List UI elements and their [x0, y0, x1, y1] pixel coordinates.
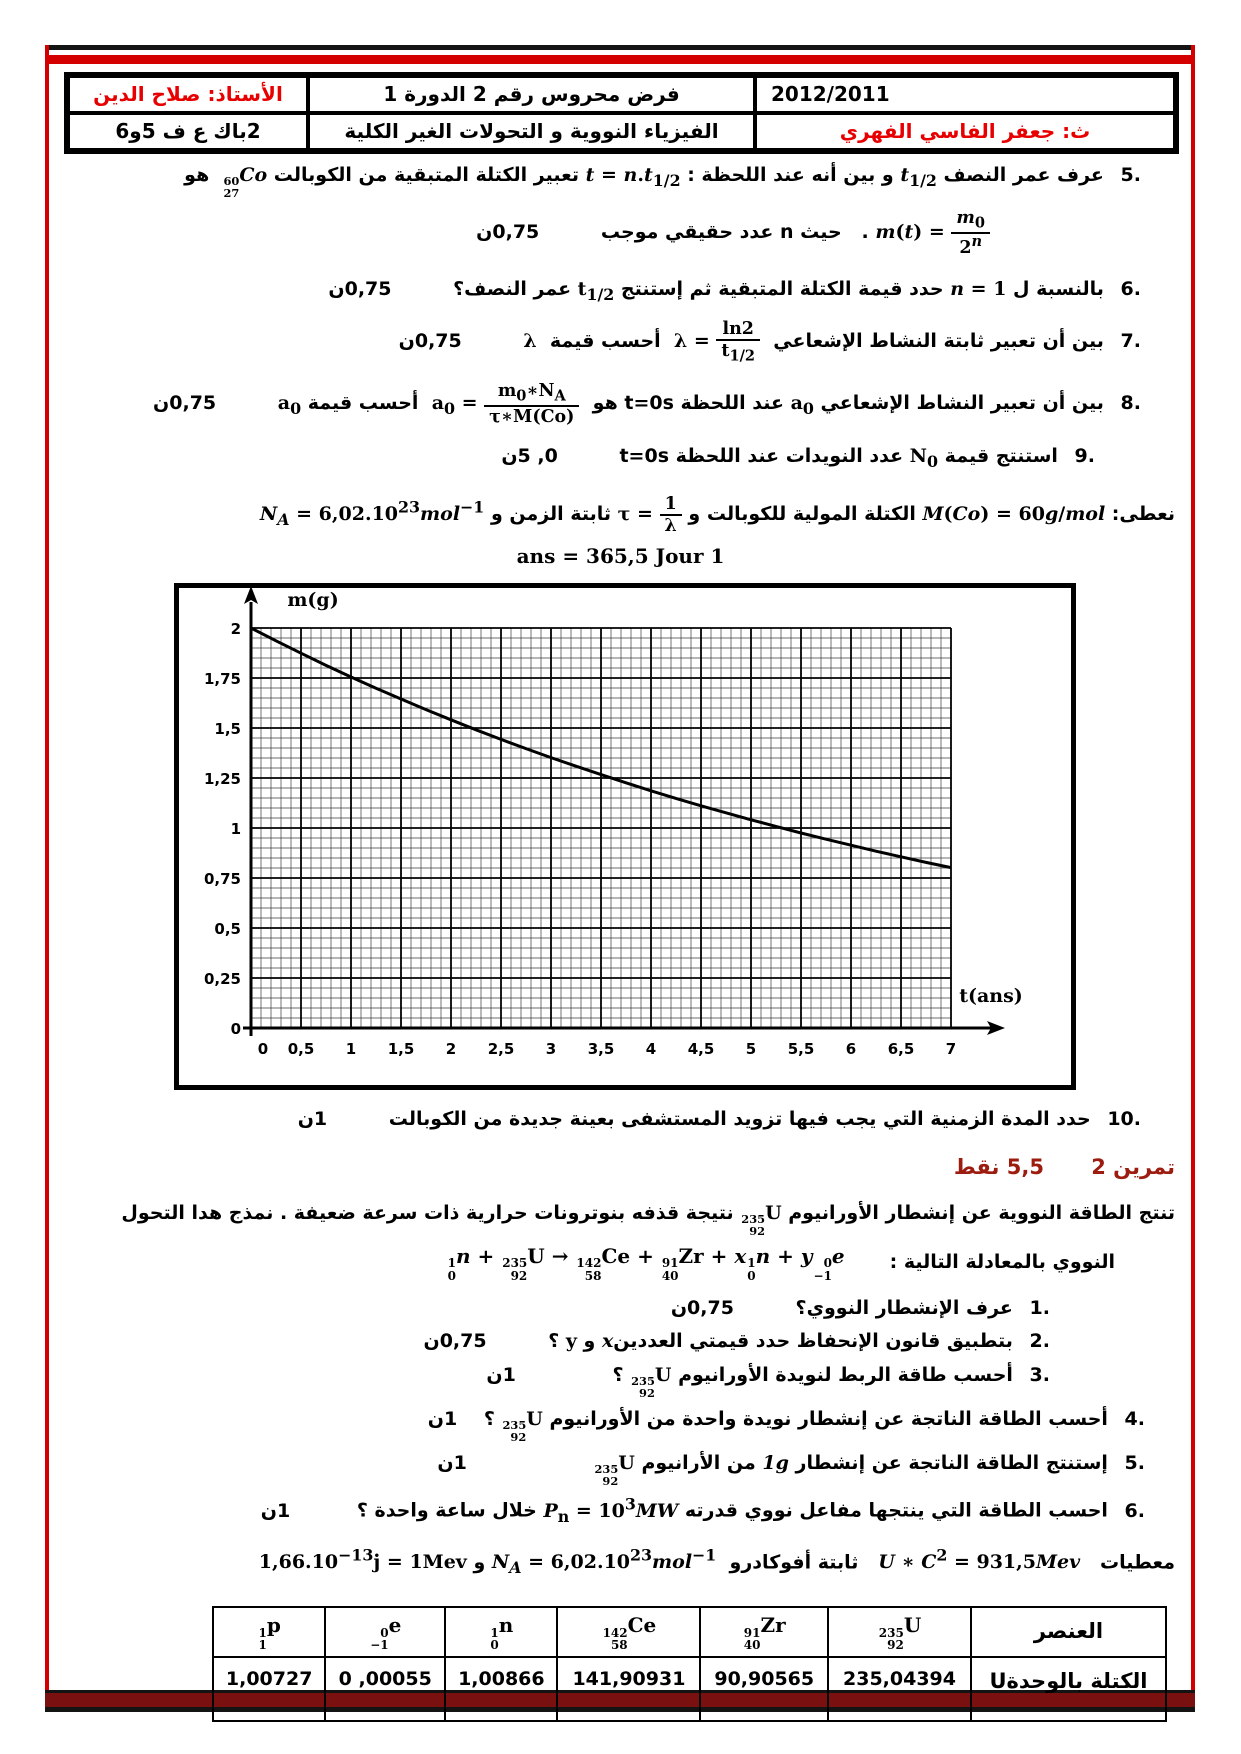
ex2-question-6-number: 6.: [1124, 1499, 1145, 1522]
ex2-question-6-points: 1ن: [260, 1499, 291, 1522]
masses-table-values-row: [213, 1657, 1166, 1721]
y-tick-label: 0,75: [203, 870, 241, 889]
ex2-question-2-text: بتطبيق قانون الإنحفاظ حدد قيمتي العددينx و y ؟: [548, 1330, 1013, 1353]
frame-right-red-line: [1191, 45, 1195, 1712]
nuclide-e-header: 0 −1 e: [325, 1607, 445, 1657]
question-5-points: 0,75ن: [476, 220, 540, 243]
header-table: [64, 72, 1179, 154]
teacher-name: الأستاذ: صلاح الدين: [68, 76, 308, 113]
class-level: 2باك ع ف 5و6: [68, 113, 308, 150]
y-tick-label: 2: [230, 620, 241, 639]
decay-graph-box: [174, 583, 1076, 1090]
nuclide-U235-header: 235 92 U: [828, 1607, 971, 1657]
exercise-2-intro: تنتج الطاقة النووية عن إنشطار الأورانيوم 235 92 U نتيجة قذفه بنوترونات حرارية ذات سرعة ضعيفة . نمذج هدا التحول: [121, 1202, 1175, 1239]
mass-Zr91: 90,90565: [700, 1657, 828, 1721]
y-tick-label: 0: [230, 1020, 241, 1039]
question-8-number: 8.: [1120, 392, 1141, 415]
x-tick-label: 5: [745, 1040, 757, 1059]
decay-graph-container: [174, 583, 1076, 1090]
ex2-question-4-text: أحسب الطاقة الناتجة عن إنشطار نويدة واحدة من الأورانيوم 235 92 U ؟: [483, 1407, 1108, 1444]
x-tick-label: 2,5: [487, 1040, 515, 1059]
school-year: 2012/2011: [755, 76, 1175, 113]
ex2-question-2-points: 0,75ن: [423, 1330, 487, 1353]
x-tick-label: 6,5: [887, 1040, 915, 1059]
question-7: [66, 319, 1175, 365]
y-tick-label: 0,25: [203, 970, 241, 989]
question-9-text: استنتج قيمة $N_0$ عدد النويدات عند اللحظة t=0s: [619, 445, 1058, 472]
x-tick-label: 0: [257, 1040, 269, 1059]
x-tick-label: 0,5: [287, 1040, 315, 1059]
mass-row-label: الكتلة بالوحدةU: [971, 1657, 1166, 1721]
ex2-question-4-number: 4.: [1124, 1407, 1145, 1430]
fission-equation: 1 0 n + 235 92 U → 142 58 Ce + 91 40 Zr + x 1 0 n + y 0 −1 e: [447, 1244, 845, 1284]
ex2-question-4: [66, 1406, 1175, 1444]
question-10: [66, 1106, 1175, 1134]
question-6: [66, 276, 1175, 307]
y-tick-label: 1,25: [203, 770, 241, 789]
x-tick-label: 1: [345, 1040, 357, 1059]
frame-left-red-line: [45, 45, 49, 1712]
question-7-points: 0,75ن: [398, 329, 462, 352]
x-tick-label: 7: [945, 1040, 957, 1059]
ex2-given-data-line: معطيات U ∗ $C^2 = 931,5Mev$ ثابتة أفوكادرو $N_A = 6,02.10^{23}mol^{-1}$ و $1,66.10^{-13}j = 1Mev$: [258, 1545, 1175, 1577]
question-8-points: 0,75ن: [153, 392, 217, 415]
x-axis-title: t(ans): [959, 985, 1023, 1008]
question-5-formula-line: [66, 208, 1175, 258]
x-tick-label: 3: [545, 1040, 557, 1059]
question-5: [66, 162, 1175, 200]
ex2-question-3-text: أحسب طاقة الربط لنويدة الأورانيوم 235 92 U ؟: [612, 1363, 1013, 1400]
ex2-question-6: [66, 1493, 1175, 1528]
ex2-question-1-text: عرف الإنشطار النووي؟: [795, 1296, 1013, 1319]
nuclide-n-header: 1 0 n: [445, 1607, 557, 1657]
x-tick-label: 4,5: [687, 1040, 715, 1059]
y-axis-title: m(g): [287, 589, 339, 612]
question-10-number: 10.: [1107, 1108, 1141, 1131]
x-tick-label: 4: [645, 1040, 657, 1059]
school-name: ث: جعفر الفاسي الفهري: [755, 113, 1175, 150]
year-conversion-line: 1 ans = 365,5 Jour: [516, 544, 725, 569]
y-tick-label: 1,75: [203, 670, 241, 689]
ex2-question-1: [66, 1295, 1175, 1323]
ex2-question-3: [66, 1362, 1175, 1400]
ex2-question-2: [66, 1328, 1175, 1356]
nuclide-Zr91-header: 91 40 Zr: [700, 1607, 828, 1657]
y-tick-label: 1: [230, 820, 241, 839]
question-9-number: 9.: [1074, 445, 1095, 468]
x-tick-label: 1,5: [387, 1040, 415, 1059]
ex2-question-3-points: 1ن: [486, 1363, 516, 1386]
question-6-number: 6.: [1120, 278, 1141, 301]
subject-title: الفيزياء النووية و التحولات الغير الكلية: [308, 113, 755, 150]
question-5-text: عرف عمر النصف $t_{1/2}$ و بين أنه عند اللحظة : $t = n.t_{1/2}$ تعبير الكتلة المتبقية من الكوبالت 60 27 Co هو: [184, 164, 1104, 200]
question-8-text: بين أن تعبير النشاط الإشعاعي $a_0$ عند اللحظة t=0s هو $a_0$ = $\frac{m_0∗N_A}{\tau∗M(Co)}$ أحسب قيمة $a_0$: [277, 381, 1104, 428]
masses-table: [212, 1606, 1167, 1722]
mass-Ce142: 141,90931: [557, 1657, 700, 1721]
nuclide-p-header: 1 1 p: [213, 1607, 325, 1657]
ex2-question-3-number: 3.: [1029, 1363, 1050, 1386]
mass-p: 1,00727: [213, 1657, 325, 1721]
x-tick-label: 6: [845, 1040, 857, 1059]
exam-title: فرض محروس رقم 2 الدورة 1: [308, 76, 755, 113]
ex2-question-1-number: 1.: [1029, 1296, 1050, 1319]
masses-table-header-row: [213, 1607, 1166, 1657]
ex2-question-5-points: 1ن: [437, 1451, 467, 1474]
question-6-points: 0,75ن: [328, 278, 392, 301]
question-8: [66, 381, 1175, 427]
question-7-number: 7.: [1120, 329, 1141, 352]
ex2-question-5: [66, 1450, 1175, 1488]
nuclide-Ce142-header: 142 58 Ce: [557, 1607, 700, 1657]
question-7-text: بين أن تعبير ثابتة النشاط الإشعاعي λ = $\frac{\ln 2}{t_{1/2}}$ أحسب قيمة λ: [523, 318, 1104, 365]
exercise-2-points: 5,5 نقط: [953, 1154, 1044, 1179]
x-tick-label: 5,5: [787, 1040, 815, 1059]
equation-intro-text: النووي بالمعادلة التالية :: [889, 1250, 1115, 1273]
ex2-question-6-text: احسب الطاقة التي ينتجها مفاعل نووي قدرته $P_n = 10^3MW$ خلال ساعة واحدة ؟: [356, 1494, 1108, 1526]
frame-top-red-bar: [45, 55, 1195, 64]
x-tick-label: 2: [445, 1040, 457, 1059]
question-10-points: 1ن: [297, 1108, 328, 1131]
ex2-question-5-number: 5.: [1124, 1451, 1145, 1474]
question-9-points: 0, 5ن: [501, 445, 558, 468]
exercise-2-title: تمرين 2: [1091, 1154, 1175, 1179]
exercise-2-header: [66, 1152, 1175, 1182]
question-10-text: حدد المدة الزمنية التي يجب فيها تزويد المستشفى بعينة جديدة من الكوبالت: [388, 1108, 1091, 1131]
decay-curve-svg: [179, 588, 1071, 1085]
question-9: [66, 443, 1175, 474]
ex2-question-4-points: 1ن: [427, 1407, 458, 1430]
question-5-formula: m(t) = $\frac{m_0}{2^n}$ . حيث n عدد حقيقي موجب: [601, 221, 990, 243]
given-data-line: نعطى: M(Co) = 60g/mol الكتلة المولية للكوبالت و τ = $\frac{1}{\lambda}$ ثابتة الزمن و $N_A = 6,02.10^{23}mol^{-1}$: [259, 494, 1175, 537]
mass-U235: 235,04394: [828, 1657, 971, 1721]
y-tick-label: 0,5: [214, 920, 241, 939]
question-5-number: 5.: [1120, 164, 1141, 186]
ex2-question-2-number: 2.: [1029, 1330, 1050, 1353]
ex2-question-1-points: 0,75ن: [670, 1296, 734, 1319]
y-tick-label: 1,5: [214, 720, 241, 739]
mass-n: 1,00866: [445, 1657, 557, 1721]
x-tick-label: 3,5: [587, 1040, 615, 1059]
nuclear-equation-line: [66, 1242, 1175, 1282]
mass-e: 0 ,00055: [325, 1657, 445, 1721]
header-row-2: [68, 113, 1175, 150]
header-row-1: [68, 76, 1175, 113]
exam-body: [66, 152, 1175, 1722]
question-6-text: بالنسبة ل n = 1 حدد قيمة الكتلة المتبقية ثم إستنتج $t_{1/2}$ عمر النصف؟: [453, 278, 1104, 304]
ex2-question-5-text: إستنتج الطاقة الناتجة عن إنشطار 1g من الأرانيوم 235 92 U: [594, 1451, 1108, 1488]
masses-table-corner: العنصر: [971, 1607, 1166, 1657]
frame-top-black-bar: [45, 45, 1195, 50]
